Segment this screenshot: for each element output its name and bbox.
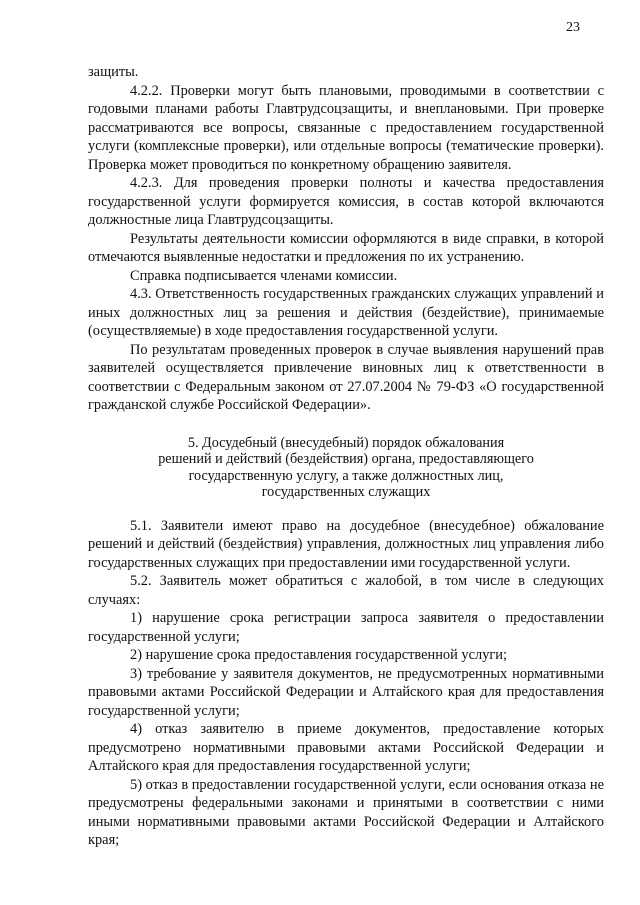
- section-heading-line: решений и действий (бездействия) органа, предоставляющего: [158, 451, 534, 467]
- list-item: 2) нарушение срока предоставления государственной услуги;: [130, 647, 507, 663]
- paragraph: 4.2.3. Для проведения проверки полноты и качества предоставления государственной услуги формируется комиссия, в состав которой включаются должностные лица Главтрудсоцзащиты.: [88, 175, 604, 228]
- section-heading-line: 5. Досудебный (внесудебный) порядок обжалования: [187, 434, 505, 451]
- paragraph: Результаты деятельности комиссии оформляются в виде справки, в которой отмечаются выявленные недостатки и предложения по их устранению.: [88, 230, 604, 265]
- list-item: 4) отказ заявителю в приеме документов, предоставление которых предусмотрено нормативными правовыми актами Российской Федерации и Алтайского края для предоставления государственной услуги;: [88, 721, 604, 774]
- paragraph: 5.1. Заявители имеют право на досудебное (внесудебное) обжалование решений и действий (бездействия) управления, должностных лиц управления либо государственных служащих при предоставлении ими государственной услуги.: [88, 517, 604, 571]
- paragraph: По результатам проведенных проверок в случае выявления нарушений прав заявителей осуществляется привлечение виновных лиц к ответственности в соответствии с Федеральным законом от 27.07.2004 № 79-ФЗ «О государственной гражданской службе Российской Федерации».: [88, 341, 604, 413]
- section-heading: [88, 435, 604, 501]
- list-item: 5) отказ в предоставлении государственной услуги, если основания отказа не предусмотрены федеральными законами и принятыми в соответствии с ними иными нормативными правовыми актами Российской Федерации и Алтайского края;: [88, 776, 604, 848]
- section-heading-line: государственных служащих: [261, 484, 431, 500]
- paragraph: Справка подписывается членами комиссии.: [130, 267, 398, 284]
- page-number: 23: [566, 20, 580, 35]
- paragraph: защиты.: [88, 64, 139, 80]
- list-item: 3) требование у заявителя документов, не предусмотренных нормативными правовыми актами Российской Федерации и Алтайского края для предоставления государственной услуги;: [88, 665, 604, 719]
- document-body: [88, 63, 604, 850]
- paragraph: 5.2. Заявитель может обратиться с жалобой, в том числе в следующих случаях:: [88, 573, 604, 608]
- paragraph: 4.2.2. Проверки могут быть плановыми, проводимыми в соответствии с годовыми планами работы Главтрудсоцзащиты, и внеплановыми. При проверке рассматриваются все вопросы, связанные с предоставлением государственной услуги (комплексные проверки), или отдельные вопросы (тематические проверки). Проверка может проводиться по конкретному обращению заявителя.: [88, 82, 604, 173]
- paragraph: 4.3. Ответственность государственных гражданских служащих управлений и иных должностных лиц за решения и действия (бездействие), принимаемые (осуществляемые) в ходе предоставления государственной услуги.: [88, 286, 604, 339]
- section-heading-line: государственную услугу, а также должностных лиц,: [188, 467, 504, 484]
- list-item: 1) нарушение срока регистрации запроса заявителя о предоставлении государственной услуги;: [88, 610, 604, 645]
